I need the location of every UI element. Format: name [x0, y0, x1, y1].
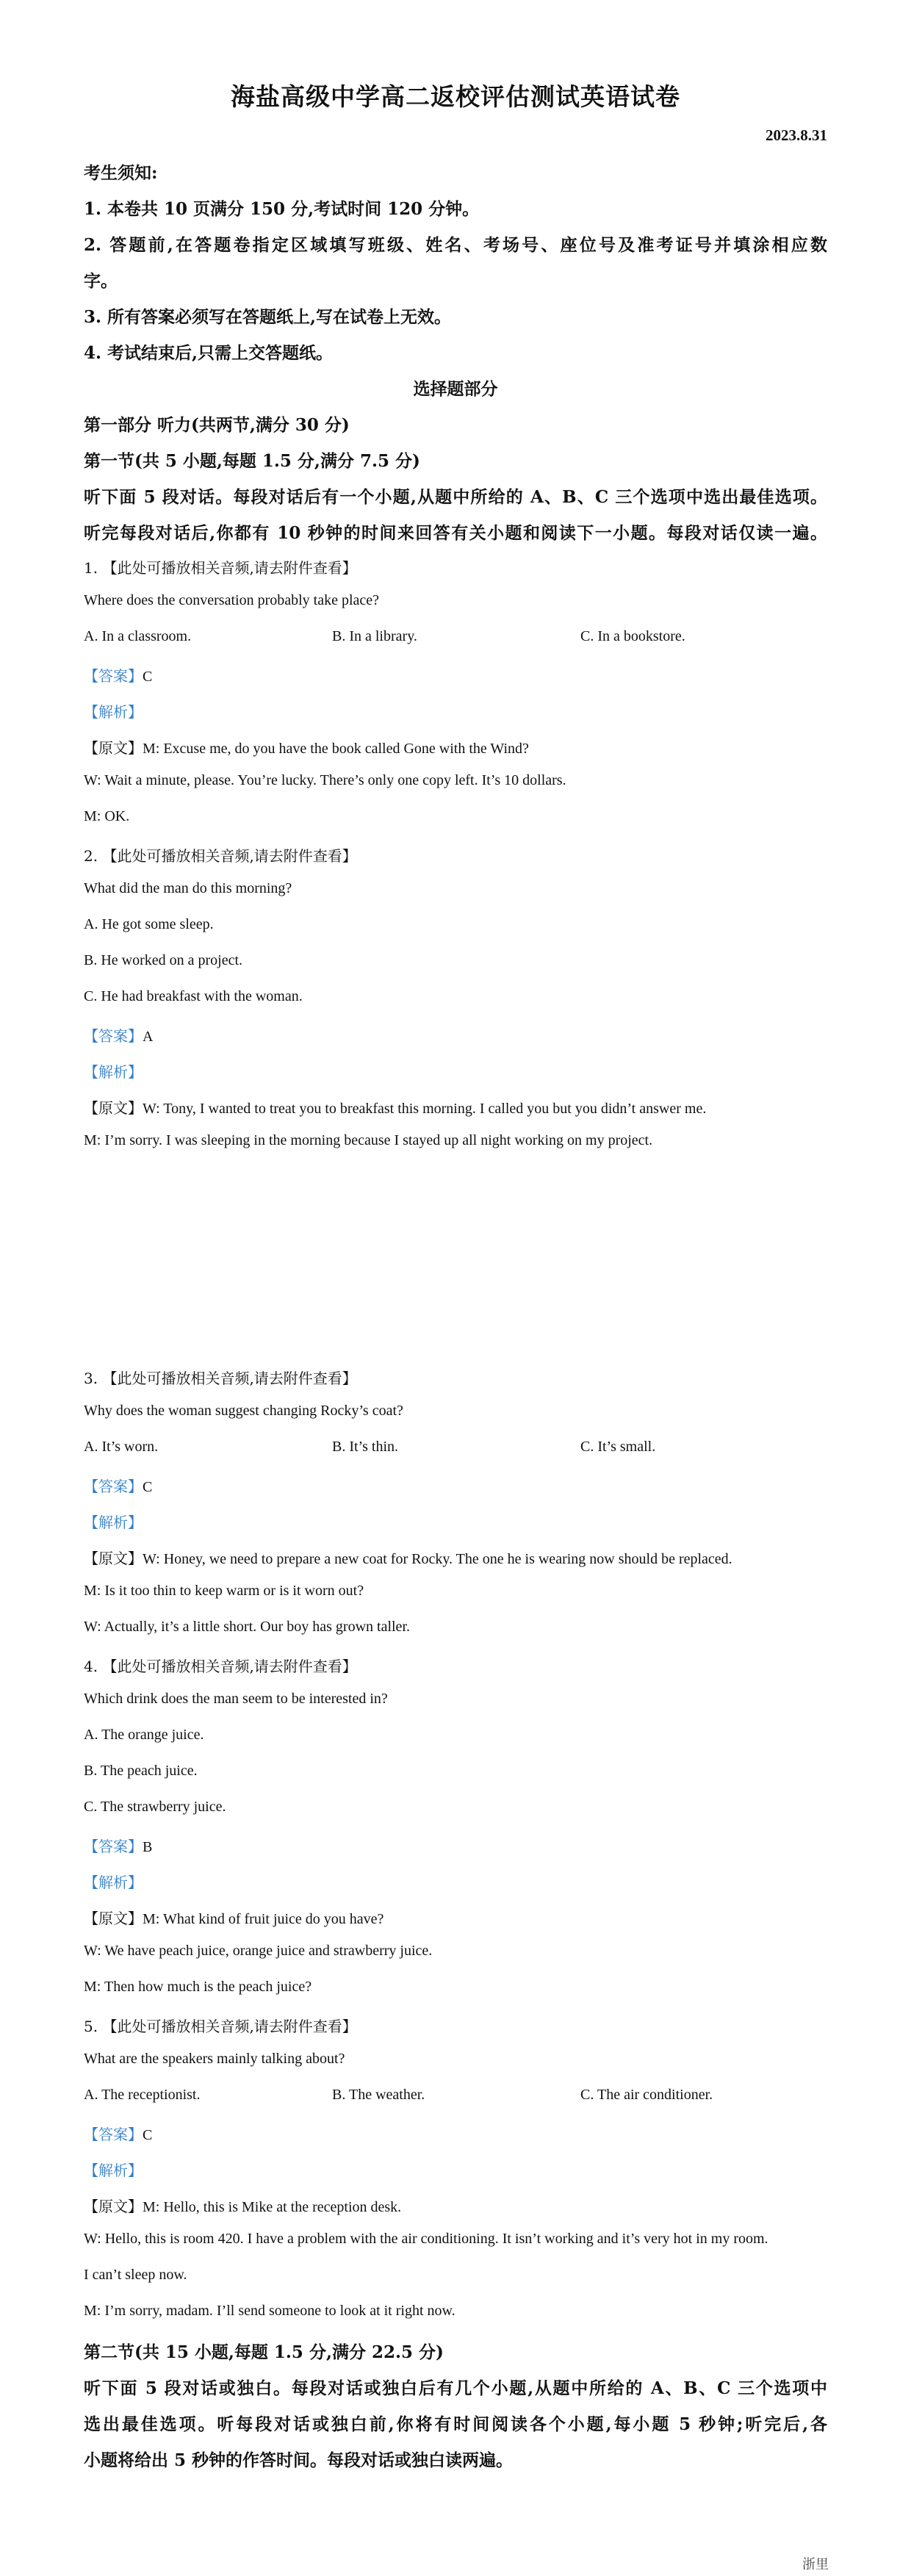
- analysis-tag: 【解析】: [84, 1875, 143, 1891]
- answer-line: [84, 664, 827, 686]
- option-a: A. He got some sleep.: [84, 916, 214, 932]
- transcript-text: W: Tony, I wanted to treat you to breakfast this morning. I called you but you didn’t answer me.: [143, 1101, 707, 1117]
- option-b: B. The weather.: [332, 2087, 425, 2103]
- instructions-line: 听完每段对话后,你都有 10 秒钟的时间来回答有关小题和阅读下一小题。每段对话仅读一遍。: [84, 523, 827, 543]
- notice-item: 字。: [84, 271, 118, 291]
- transcript-line: [84, 736, 827, 758]
- instructions-line: 选出最佳选项。听每段对话或独白前,你将有时间阅读各个小题,每小题 5 秒钟;听完后,各: [84, 2414, 827, 2434]
- part-heading: 第一部分 听力(共两节,满分 30 分): [84, 415, 350, 435]
- page-title: 海盐高级中学高二返校评估测试英语试卷: [231, 82, 680, 111]
- question-number: 2.: [84, 847, 98, 865]
- answer-tag: 【答案】: [84, 2127, 143, 2143]
- answer-line: [84, 1835, 827, 1856]
- subsection-heading: 第二节(共 15 小题,每题 1.5 分,满分 22.5 分): [84, 2342, 444, 2362]
- notice-heading: 考生须知:: [84, 163, 158, 183]
- transcript-line: M: I’m sorry. I was sleeping in the morning because I stayed up all night working on my project.: [84, 1132, 653, 1148]
- audio-hint: 【此处可播放相关音频,请去附件查看】: [102, 1370, 357, 1387]
- transcript-line: [84, 1096, 827, 1118]
- audio-hint: 【此处可播放相关音频,请去附件查看】: [102, 1658, 357, 1675]
- question-text: What are the speakers mainly talking about?: [84, 2051, 345, 2067]
- transcript-line: M: I’m sorry, madam. I’ll send someone to look at it right now.: [84, 2303, 455, 2319]
- answer-tag: 【答案】: [84, 1479, 143, 1495]
- option-c: C. The strawberry juice.: [84, 1799, 226, 1815]
- audio-placeholder: [84, 556, 827, 578]
- option-a: A. The receptionist.: [84, 2087, 201, 2103]
- notice-item: 1. 本卷共 10 页满分 150 分,考试时间 120 分钟。: [84, 199, 480, 219]
- option-b: B. He worked on a project.: [84, 952, 243, 968]
- analysis-tag: 【解析】: [84, 1065, 143, 1081]
- answer-tag: 【答案】: [84, 1839, 143, 1855]
- answer-tag: 【答案】: [84, 1029, 143, 1045]
- transcript-line: M: OK.: [84, 808, 130, 824]
- transcript-line: I can’t sleep now.: [84, 2267, 187, 2283]
- audio-placeholder: [84, 1655, 827, 1676]
- question-number: 1.: [84, 559, 98, 577]
- original-tag: 【原文】: [84, 2199, 143, 2215]
- answer-line: [84, 2123, 827, 2144]
- question-text: Which drink does the man seem to be interested in?: [84, 1691, 388, 1707]
- analysis-tag: 【解析】: [84, 1515, 143, 1531]
- transcript-line: W: Wait a minute, please. You’re lucky. There’s only one copy left. It’s 10 dollars.: [84, 772, 566, 788]
- answer-value: C: [143, 1479, 153, 1495]
- page-footer: 浙里: [802, 2557, 829, 2572]
- answer-tag: 【答案】: [84, 669, 143, 685]
- option-c: C. The air conditioner.: [580, 2087, 713, 2103]
- original-tag: 【原文】: [84, 1101, 143, 1117]
- answer-value: B: [143, 1839, 153, 1855]
- subsection-heading: 第一节(共 5 小题,每题 1.5 分,满分 7.5 分): [84, 451, 420, 471]
- notice-item: 3. 所有答案必须写在答题纸上,写在试卷上无效。: [84, 307, 452, 327]
- instructions-line: 听下面 5 段对话或独白。每段对话或独白后有几个小题,从题中所给的 A、B、C 三个选项中: [84, 2378, 827, 2398]
- answer-value: C: [143, 2127, 153, 2143]
- question-number: 4.: [84, 1658, 98, 1675]
- transcript-line: [84, 1907, 827, 1928]
- original-tag: 【原文】: [84, 1551, 143, 1567]
- transcript-line: W: Actually, it’s a little short. Our boy has grown taller.: [84, 1619, 410, 1635]
- question-text: What did the man do this morning?: [84, 880, 292, 896]
- transcript-text: M: Hello, this is Mike at the reception desk.: [143, 2199, 402, 2215]
- answer-line: [84, 1475, 827, 1496]
- notice-item: 4. 考试结束后,只需上交答题纸。: [84, 343, 334, 363]
- transcript-line: M: Is it too thin to keep warm or is it worn out?: [84, 1583, 364, 1599]
- audio-placeholder: [84, 2015, 827, 2036]
- question-text: Where does the conversation probably take place?: [84, 592, 380, 608]
- transcript-text: W: Honey, we need to prepare a new coat for Rocky. The one he is wearing now should be replaced.: [143, 1551, 732, 1567]
- transcript-line: W: We have peach juice, orange juice and strawberry juice.: [84, 1943, 433, 1959]
- transcript-line: M: Then how much is the peach juice?: [84, 1979, 312, 1995]
- option-b: B. It’s thin.: [332, 1439, 399, 1455]
- option-a: A. The orange juice.: [84, 1727, 204, 1743]
- answer-line: [84, 1024, 827, 1046]
- option-c: C. In a bookstore.: [580, 628, 685, 644]
- analysis-tag: 【解析】: [84, 2163, 143, 2179]
- answer-value: A: [143, 1029, 154, 1045]
- transcript-text: M: Excuse me, do you have the book called Gone with the Wind?: [143, 741, 529, 757]
- answer-value: C: [143, 669, 153, 685]
- audio-hint: 【此处可播放相关音频,请去附件查看】: [102, 559, 357, 577]
- transcript-line: W: Hello, this is room 420. I have a problem with the air conditioning. It isn’t working and it’s very hot in my room.: [84, 2231, 768, 2247]
- section-heading: 选择题部分: [413, 379, 498, 399]
- option-a: A. In a classroom.: [84, 628, 192, 644]
- option-b: B. The peach juice.: [84, 1763, 198, 1779]
- original-tag: 【原文】: [84, 1911, 143, 1927]
- transcript-line: [84, 2195, 827, 2216]
- option-b: B. In a library.: [332, 628, 417, 644]
- analysis-tag: 【解析】: [84, 705, 143, 721]
- exam-date: 2023.8.31: [766, 126, 827, 144]
- audio-placeholder: [84, 1367, 827, 1388]
- original-tag: 【原文】: [84, 741, 143, 757]
- option-a: A. It’s worn.: [84, 1439, 159, 1455]
- instructions-line: 听下面 5 段对话。每段对话后有一个小题,从题中所给的 A、B、C 三个选项中选出最佳选项。: [84, 487, 827, 507]
- audio-hint: 【此处可播放相关音频,请去附件查看】: [102, 847, 357, 865]
- question-number: 5.: [84, 2018, 98, 2035]
- audio-hint: 【此处可播放相关音频,请去附件查看】: [102, 2018, 357, 2035]
- question-number: 3.: [84, 1370, 98, 1387]
- transcript-text: M: What kind of fruit juice do you have?: [143, 1911, 384, 1927]
- transcript-line: [84, 1547, 827, 1568]
- option-c: C. It’s small.: [580, 1439, 656, 1455]
- option-c: C. He had breakfast with the woman.: [84, 988, 303, 1004]
- notice-item: 2. 答题前,在答题卷指定区域填写班级、姓名、考场号、座位号及准考证号并填涂相应数: [84, 235, 827, 255]
- question-text: Why does the woman suggest changing Rocky’s coat?: [84, 1403, 403, 1419]
- audio-placeholder: [84, 844, 827, 866]
- instructions-line: 小题将给出 5 秒钟的作答时间。每段对话或独白读两遍。: [84, 2450, 514, 2470]
